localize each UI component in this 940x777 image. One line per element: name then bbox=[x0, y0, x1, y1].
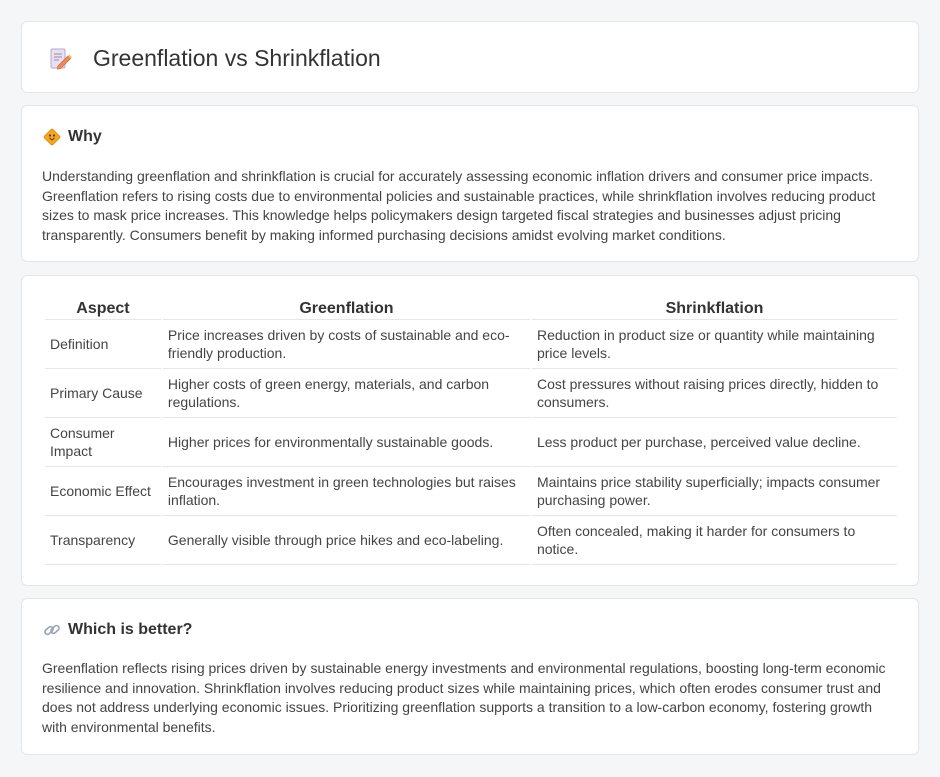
row-greenflation: Generally visible through price hikes and eco-labeling. bbox=[163, 516, 530, 565]
document-pencil-icon bbox=[48, 47, 72, 71]
why-heading-row bbox=[43, 128, 102, 146]
comparison-table bbox=[43, 296, 899, 565]
row-aspect: Economic Effect bbox=[45, 467, 161, 516]
better-heading: Which is better? bbox=[68, 621, 193, 638]
better-card bbox=[21, 598, 919, 755]
title-card bbox=[21, 21, 919, 93]
row-shrinkflation: Less product per purchase, perceived value decline. bbox=[532, 418, 897, 467]
row-aspect: Primary Cause bbox=[45, 369, 161, 418]
row-shrinkflation: Reduction in product size or quantity while maintaining price levels. bbox=[532, 320, 897, 369]
comparison-card bbox=[21, 275, 919, 586]
column-header-aspect: Aspect bbox=[45, 296, 161, 320]
table-row bbox=[45, 369, 897, 418]
link-icon bbox=[43, 621, 61, 639]
why-heading: Why bbox=[68, 128, 102, 145]
row-shrinkflation: Maintains price stability superficially; impacts consumer purchasing power. bbox=[532, 467, 897, 516]
row-aspect: Definition bbox=[45, 320, 161, 369]
table-row bbox=[45, 467, 897, 516]
table-row bbox=[45, 516, 897, 565]
better-heading-row bbox=[43, 621, 192, 639]
why-text: Understanding greenflation and shrinkflation is crucial for accurately assessing economic inflation drivers and consumer price impacts. Greenflation refers to rising costs due to environmental policies and sustainable practices, while shrinkflation involves reducing product sizes to mask price increases. This knowledge helps policymakers design targeted fiscal strategies and businesses adjust pricing transparently. Consumers benefit by making informed purchasing decisions amidst evolving market conditions. bbox=[42, 168, 876, 243]
row-shrinkflation: Cost pressures without raising prices directly, hidden to consumers. bbox=[532, 369, 897, 418]
table-row bbox=[45, 320, 897, 369]
row-greenflation: Higher prices for environmentally sustainable goods. bbox=[163, 418, 530, 467]
table-row bbox=[45, 418, 897, 467]
row-greenflation: Price increases driven by costs of sustainable and eco-friendly production. bbox=[163, 320, 530, 369]
row-greenflation: Higher costs of green energy, materials, and carbon regulations. bbox=[163, 369, 530, 418]
road-sign-icon bbox=[43, 128, 61, 146]
why-card bbox=[21, 105, 919, 262]
table-header-row bbox=[45, 296, 897, 320]
title-wrap bbox=[48, 45, 381, 72]
row-greenflation: Encourages investment in green technologies but raises inflation. bbox=[163, 467, 530, 516]
page-title: Greenflation vs Shrinkflation bbox=[93, 45, 381, 71]
row-aspect: Consumer Impact bbox=[45, 418, 161, 467]
better-text: Greenflation reflects rising prices driven by sustainable energy investments and environmental regulations, boosting long-term economic resilience and innovation. Shrinkflation involves reducing product sizes while maintaining prices, which often erodes consumer trust and does not address underlying economic issues. Prioritizing greenflation supports a transition to a low-carbon economy, fostering growth with environmental benefits. bbox=[42, 660, 886, 735]
row-shrinkflation: Often concealed, making it harder for consumers to notice. bbox=[532, 516, 897, 565]
column-header-shrinkflation: Shrinkflation bbox=[532, 296, 897, 320]
column-header-greenflation: Greenflation bbox=[163, 296, 530, 320]
row-aspect: Transparency bbox=[45, 516, 161, 565]
